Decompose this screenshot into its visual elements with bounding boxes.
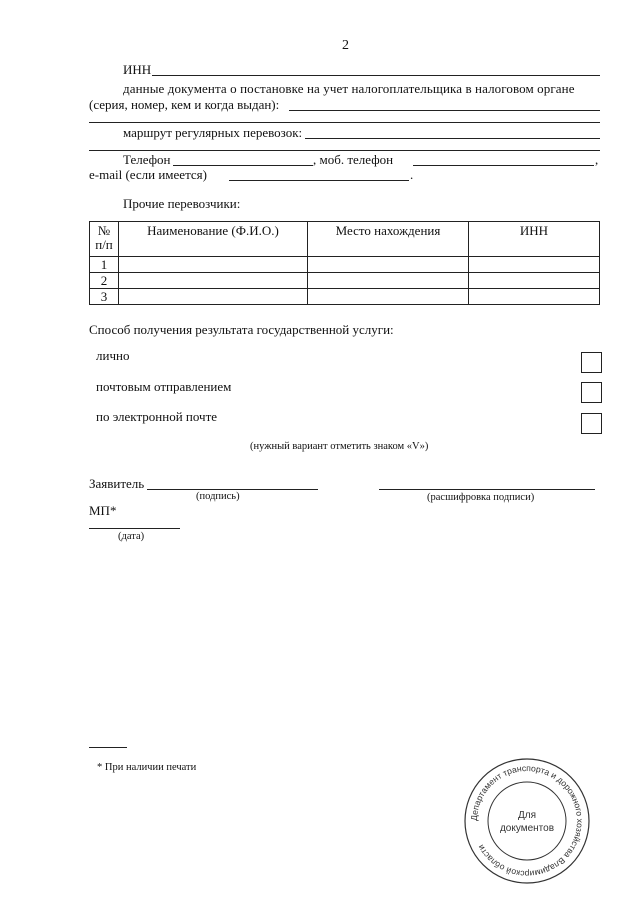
phone-field[interactable] bbox=[173, 165, 313, 166]
row-number: 1 bbox=[90, 257, 119, 273]
header-num-line1: № bbox=[97, 223, 111, 238]
table-row bbox=[90, 289, 600, 305]
delivery-option-label: по электронной почте bbox=[96, 409, 218, 424]
table-header-row bbox=[90, 222, 600, 257]
signature-caption: (подпись) bbox=[196, 491, 240, 502]
other-carriers-title: Прочие перевозчики: bbox=[123, 196, 241, 211]
row-number: 3 bbox=[90, 289, 119, 305]
other-carriers-table bbox=[89, 221, 600, 305]
applicant-label: Заявитель bbox=[89, 476, 145, 491]
delivery-checkbox-in-person[interactable] bbox=[581, 352, 602, 373]
doc-label-line2: (серия, номер, кем и когда выдан): bbox=[89, 97, 280, 112]
header-name: Наименование (Ф.И.О.) bbox=[119, 222, 308, 257]
seal-label: МП* bbox=[89, 503, 117, 518]
row-number: 2 bbox=[90, 273, 119, 289]
row-inn-cell[interactable] bbox=[469, 257, 600, 273]
stamp-center-line1: Для bbox=[517, 810, 537, 821]
route-field-line2[interactable] bbox=[89, 150, 600, 151]
delivery-checkbox-mail[interactable] bbox=[581, 382, 602, 403]
delivery-option-label: почтовым отправлением bbox=[96, 379, 232, 394]
row-name-cell[interactable] bbox=[119, 289, 308, 305]
doc-field-line2[interactable] bbox=[89, 122, 600, 123]
row-location-cell[interactable] bbox=[308, 257, 469, 273]
doc-label-line1: данные документа о постановке на учет налогоплательщика в налоговом органе bbox=[123, 81, 575, 96]
row-inn-cell[interactable] bbox=[469, 289, 600, 305]
stamp-center-line2: документов bbox=[499, 823, 555, 834]
signature-field[interactable] bbox=[147, 489, 318, 490]
phone-label: Телефон bbox=[123, 152, 171, 167]
email-period: . bbox=[410, 167, 414, 182]
row-inn-cell[interactable] bbox=[469, 273, 600, 289]
route-label: маршрут регулярных перевозок: bbox=[123, 125, 303, 140]
route-field-line1[interactable] bbox=[305, 138, 600, 139]
email-field[interactable] bbox=[229, 180, 409, 181]
mobile-comma: , bbox=[595, 152, 599, 167]
table-row bbox=[90, 257, 600, 273]
delivery-title: Способ получения результата государственной услуги: bbox=[89, 322, 394, 337]
header-num bbox=[90, 222, 119, 257]
header-location: Место нахождения bbox=[308, 222, 469, 257]
delivery-checkbox-email[interactable] bbox=[581, 413, 602, 434]
date-field[interactable] bbox=[89, 528, 180, 529]
delivery-option-label: лично bbox=[96, 348, 130, 363]
inn-label: ИНН bbox=[123, 62, 152, 77]
mobile-label: , моб. телефон bbox=[313, 152, 394, 167]
row-location-cell[interactable] bbox=[308, 289, 469, 305]
doc-field-line1[interactable] bbox=[289, 110, 600, 111]
footnote-text: * При наличии печати bbox=[97, 762, 197, 773]
page-number: 2 bbox=[342, 38, 349, 53]
department-stamp bbox=[462, 756, 592, 886]
row-location-cell[interactable] bbox=[308, 273, 469, 289]
header-inn: ИНН bbox=[469, 222, 600, 257]
stamp-ring-textpath: Департамент транспорта и дорожного хозяйства Владимирской области bbox=[468, 762, 586, 880]
email-label: e-mail (если имеется) bbox=[89, 167, 207, 182]
stamp-inner-ring bbox=[488, 782, 566, 860]
mobile-field[interactable] bbox=[413, 165, 594, 166]
footnote-divider bbox=[89, 747, 127, 748]
inn-field[interactable] bbox=[152, 75, 600, 76]
decoding-caption: (расшифровка подписи) bbox=[427, 492, 535, 503]
signature-decoding-field[interactable] bbox=[379, 489, 595, 490]
table-row bbox=[90, 273, 600, 289]
date-caption: (дата) bbox=[118, 531, 145, 542]
header-num-line2: п/п bbox=[95, 237, 113, 252]
delivery-hint: (нужный вариант отметить знаком «V») bbox=[250, 441, 429, 452]
row-name-cell[interactable] bbox=[119, 257, 308, 273]
stamp-outer-ring bbox=[465, 759, 589, 883]
row-name-cell[interactable] bbox=[119, 273, 308, 289]
